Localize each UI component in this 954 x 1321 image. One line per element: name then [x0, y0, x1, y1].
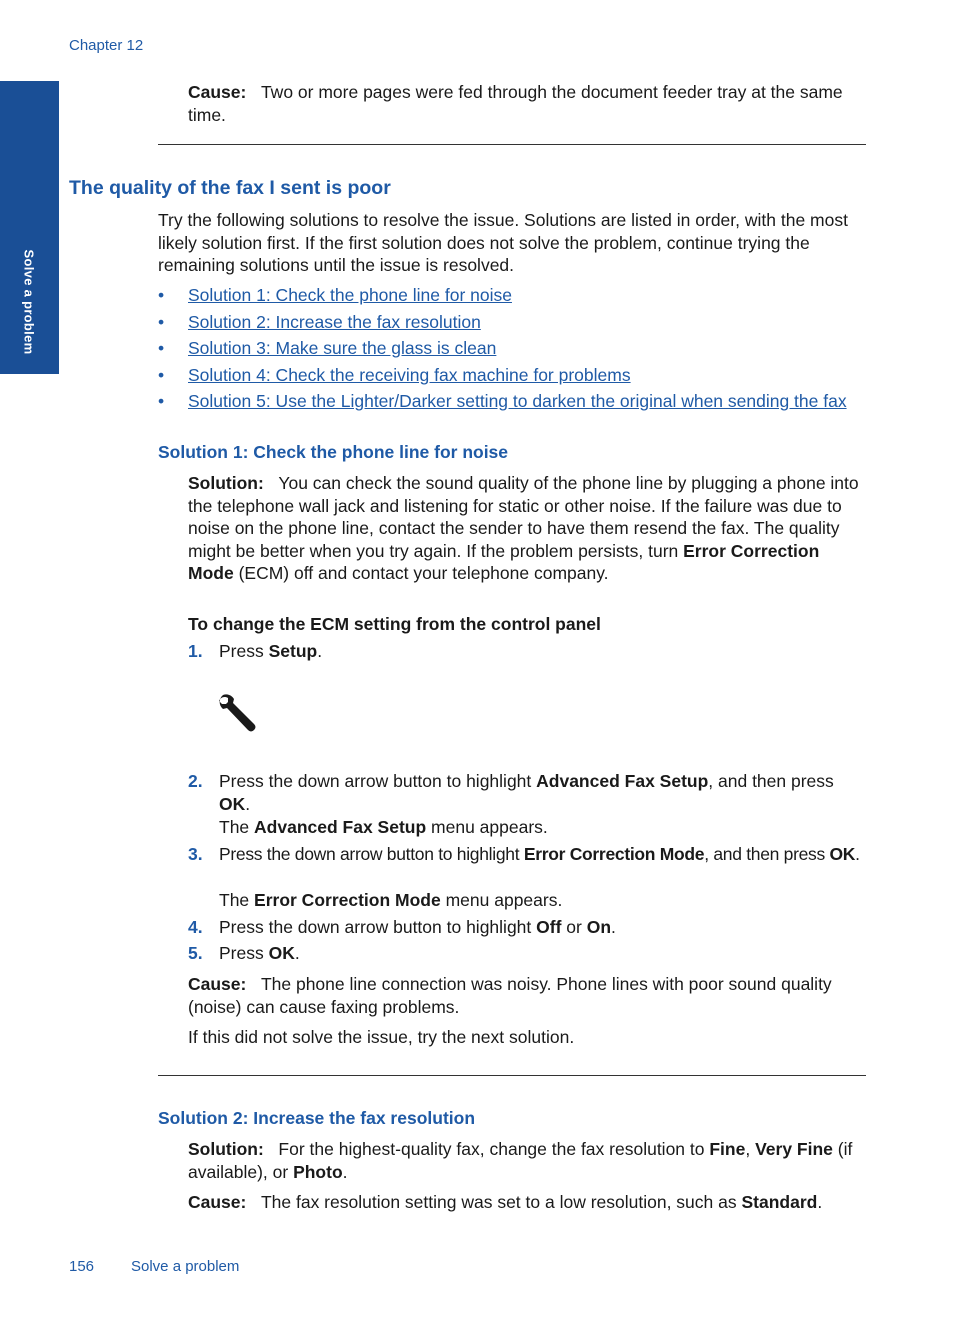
- cause-label: Cause:: [188, 974, 247, 994]
- next-solution-note: If this did not solve the issue, try the next solution.: [188, 1027, 575, 1047]
- cause-text: Two or more pages were fed through the document feeder tray at the same time.: [188, 82, 843, 125]
- footer-section: Solve a problem: [131, 1258, 240, 1275]
- solution-link-2[interactable]: Solution 2: Increase the fax resolution: [188, 312, 481, 332]
- solution-link-5[interactable]: Solution 5: Use the Lighter/Darker setting to darken the original when sending the fax: [188, 391, 847, 411]
- solution-label: Solution:: [188, 473, 264, 493]
- solution-text: (ECM) off and contact your telephone company.: [233, 563, 609, 583]
- solution2-title: Solution 2: Increase the fax resolution: [158, 1108, 476, 1128]
- step-text: Press the down arrow button to highlight Off or On.: [219, 917, 616, 937]
- step-number: 1.: [188, 641, 203, 661]
- solution2-cause: Cause: The fax resolution setting was set to a low resolution, such as Standard.: [188, 1192, 823, 1212]
- cause-label: Cause:: [188, 82, 247, 102]
- step-text: Press the down arrow button to highlight Error Correction Mode, and then press OK.: [219, 844, 860, 864]
- solution2-paragraph: Solution: For the highest-quality fax, change the fax resolution to Fine, Very Fine (if available), or Photo.: [188, 1139, 853, 1182]
- divider: [158, 144, 866, 145]
- bullet: •: [158, 391, 165, 411]
- bullet: •: [158, 365, 165, 385]
- solution-link-4[interactable]: Solution 4: Check the receiving fax machine for problems: [188, 365, 631, 385]
- ecm-term: Error Correction Mode: [188, 540, 820, 583]
- bullet: •: [158, 285, 165, 305]
- solution-link-1[interactable]: Solution 1: Check the phone line for noise: [188, 285, 512, 305]
- step-result: The Error Correction Mode menu appears.: [219, 890, 563, 910]
- step-result: The Advanced Fax Setup menu appears.: [219, 817, 548, 837]
- solution-text: You can check the sound quality of the phone line by plugging a phone into the telephone wall jack and listening for static or other noise. If the failure was due to noise on the phone line, contact the sender to have them resend the fax. The quality might be better when you try again. If the problem persists, turn: [188, 473, 859, 561]
- divider: [158, 1075, 866, 1076]
- solution-link-3[interactable]: Solution 3: Make sure the glass is clean: [188, 338, 497, 358]
- solution1-cause: [188, 973, 868, 1018]
- cause-label: Cause:: [188, 1192, 247, 1212]
- wrench-icon: [216, 692, 258, 734]
- bullet: •: [158, 338, 165, 358]
- section-intro: Try the following solutions to resolve the issue. Solutions are listed in order, with the most likely solution first. If the first solution does not solve the problem, continue trying the remaining solutions until the issue is resolved.: [158, 210, 848, 275]
- page-number: 156: [69, 1258, 95, 1275]
- step-number: 2.: [188, 771, 203, 791]
- chapter-header: Chapter 12: [69, 37, 144, 54]
- step-number: 5.: [188, 943, 203, 963]
- step-text: Press the down arrow button to highlight Advanced Fax Setup, and then press OK.: [219, 771, 834, 814]
- step-number: 4.: [188, 917, 203, 937]
- step-text: Press OK.: [219, 943, 300, 963]
- cause-text: The phone line connection was noisy. Phone lines with poor sound quality (noise) can cause faxing problems.: [188, 974, 832, 1017]
- section-title: The quality of the fax I sent is poor: [69, 177, 391, 199]
- solution-label: Solution:: [188, 1139, 264, 1159]
- side-tab-label: Solve a problem: [21, 249, 37, 355]
- bullet: •: [158, 312, 165, 332]
- step-number: 3.: [188, 844, 203, 864]
- step-text: Press Setup.: [219, 641, 323, 661]
- solution1-title: Solution 1: Check the phone line for noise: [158, 442, 509, 462]
- solution1-paragraph: [188, 472, 868, 585]
- top-cause-paragraph: [188, 81, 868, 126]
- procedure-title: To change the ECM setting from the control panel: [188, 614, 601, 634]
